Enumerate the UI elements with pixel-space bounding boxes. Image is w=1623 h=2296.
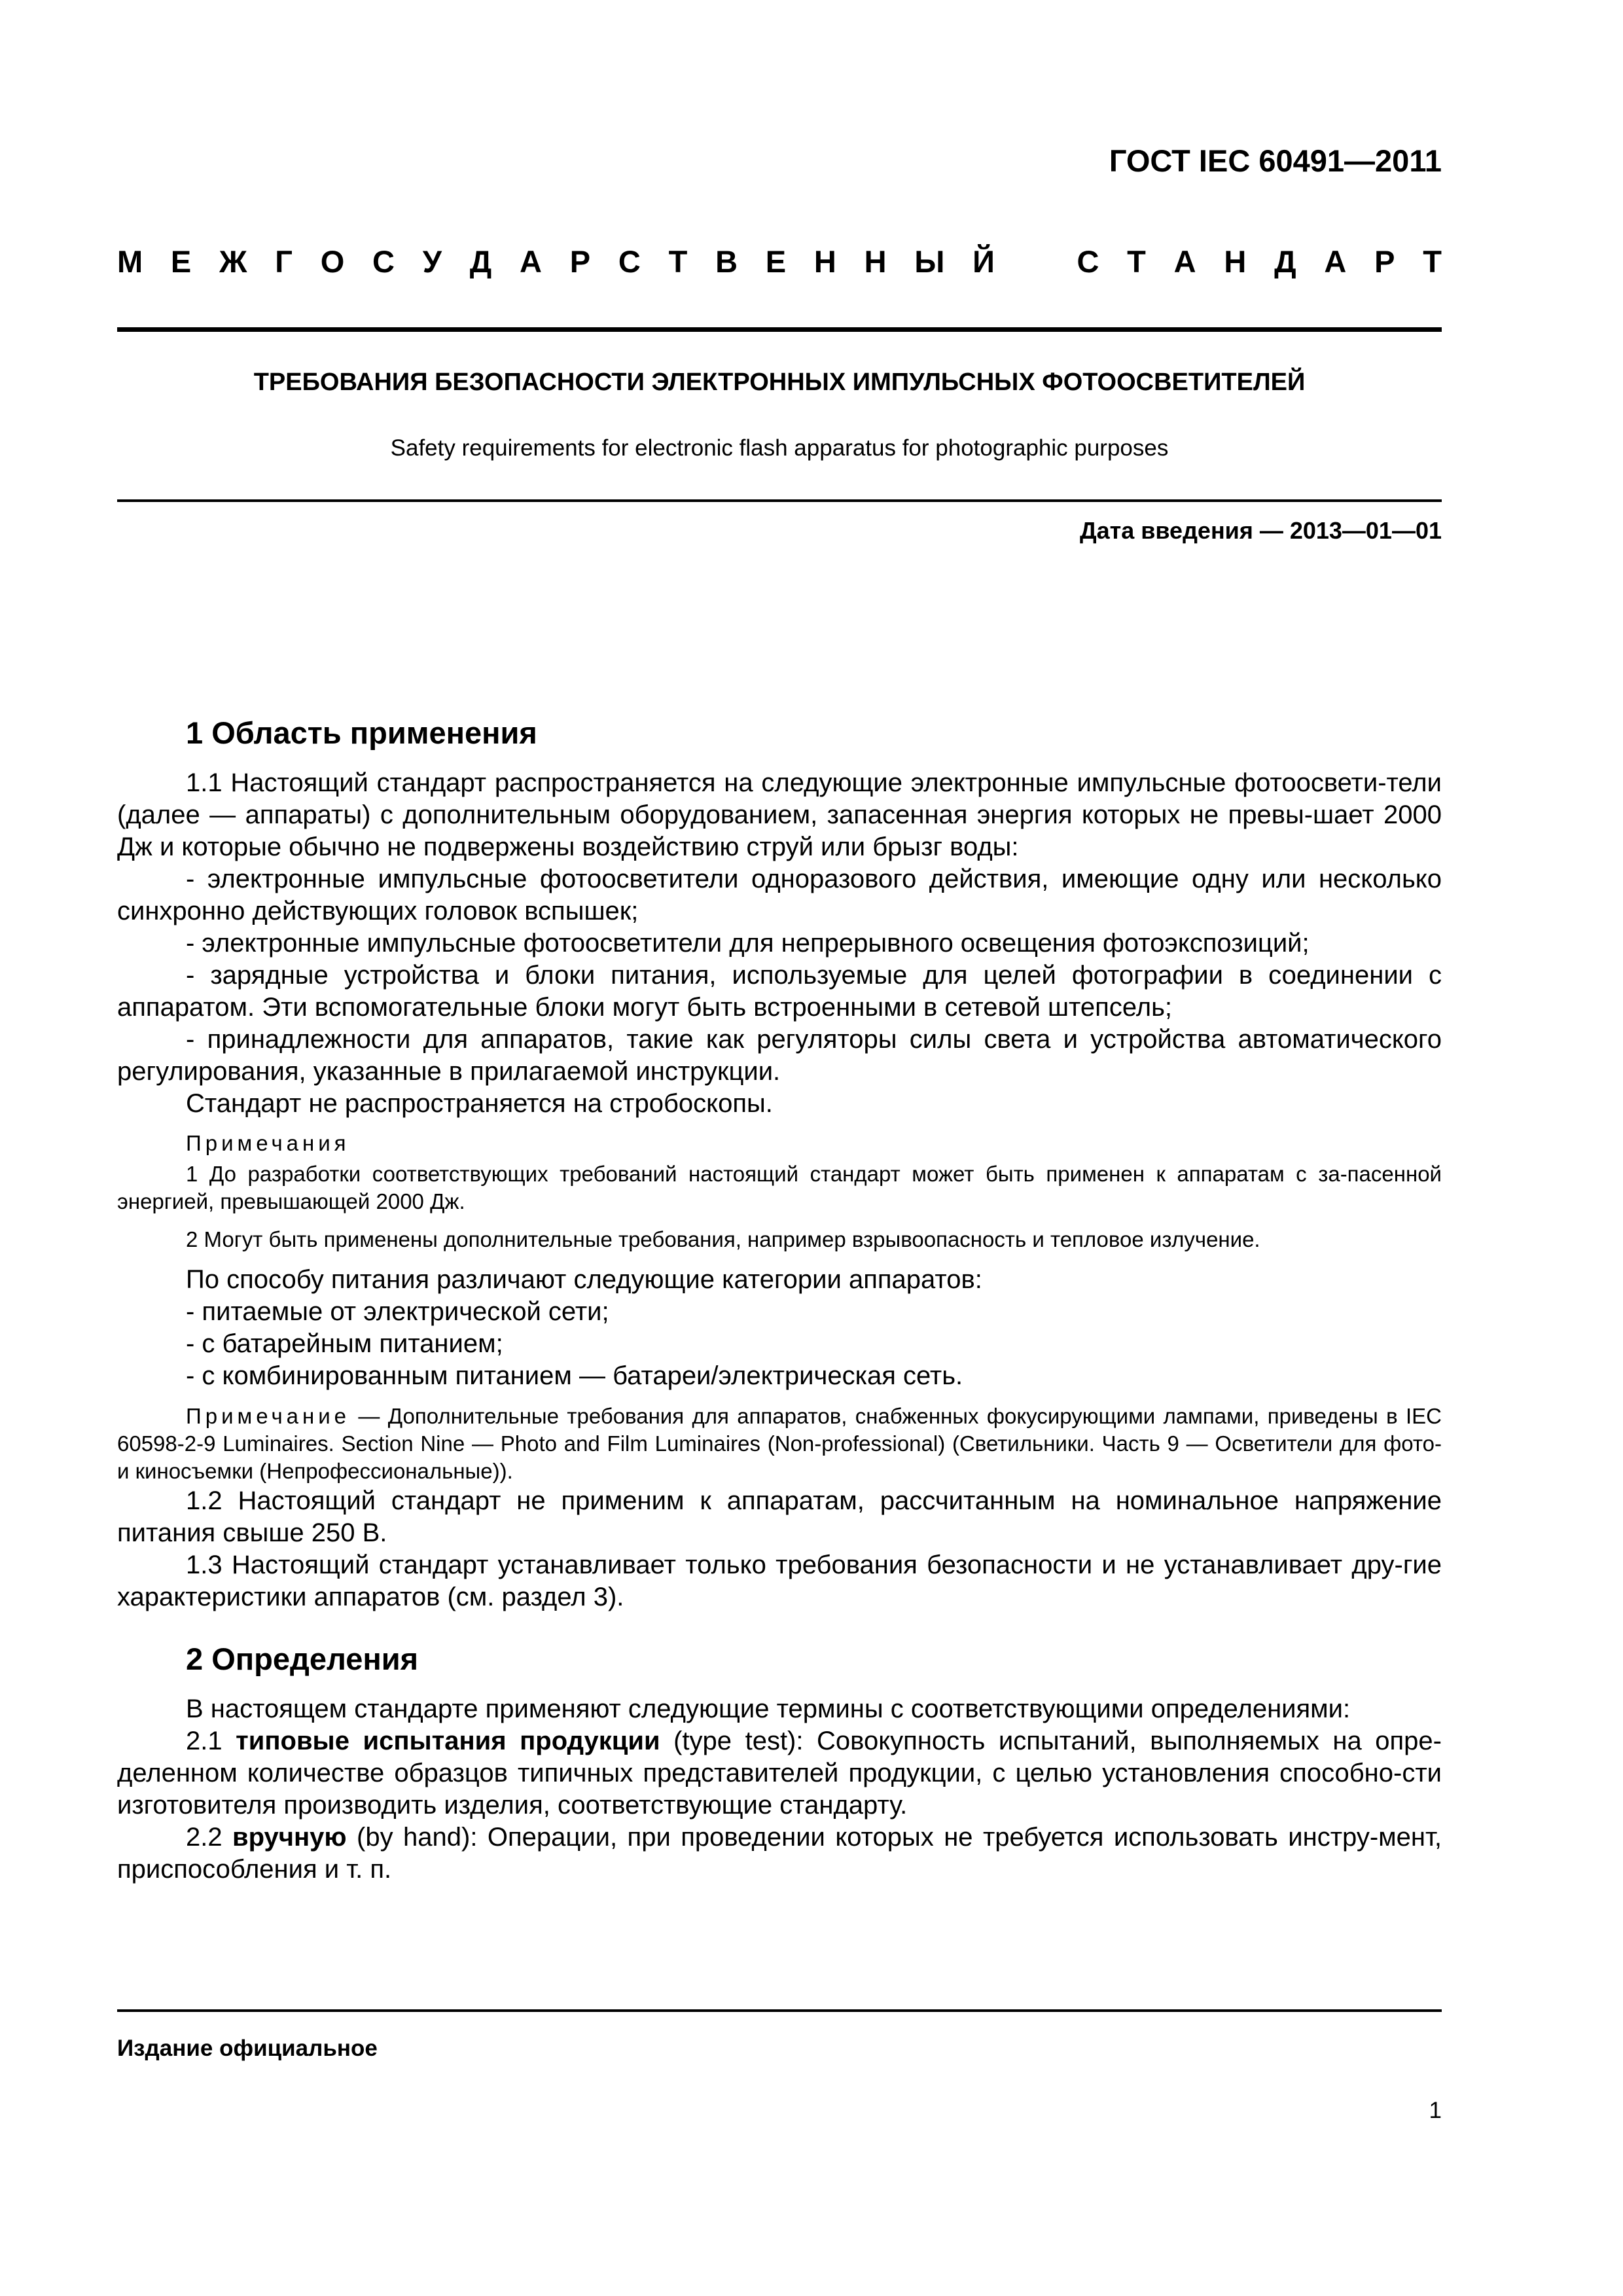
letter: Т — [1423, 244, 1442, 279]
definition-text: (type test): Совокупность испытаний, выполняемых на опре-деленном количестве образцов типичных представителей продукции, с целью установления способно-сти изготовителя производить изделия, соответствующие стандарту. — [117, 1727, 1442, 1820]
letter: М — [117, 244, 143, 279]
word-gap — [1023, 243, 1049, 279]
list-item: - питаемые от электрической сети; — [186, 1297, 609, 1326]
list-item: - зарядные устройства и блоки питания, используемые для целей фотографии в соединении с аппаратом. Эти вспомогательные блоки могут быть встроенными в сетевой штепсель; — [117, 961, 1442, 1022]
definition-number: 2.1 — [186, 1727, 223, 1755]
title-english: Safety requirements for electronic flash apparatus for photographic purposes — [390, 435, 1169, 461]
paragraph: В настоящем стандарте применяют следующие термины с соответствующими определениями: — [186, 1695, 1351, 1723]
letter: С — [372, 244, 395, 279]
definition-term: вручную — [232, 1823, 347, 1852]
note: 1 До разработки соответствующих требований настоящий стандарт может быть применен к аппаратам с за-пасенной энергией, превышающей 2000 Дж. — [117, 1162, 1442, 1213]
letter: У — [422, 244, 442, 279]
letter: Д — [469, 244, 492, 279]
letter: Е — [170, 244, 192, 279]
official-edition-label: Издание официальное — [117, 2036, 378, 2061]
letter: А — [520, 244, 542, 279]
note: 2 Могут быть применены дополнительные требования, например взрывоопасность и тепловое излучение. — [186, 1227, 1260, 1251]
note — [117, 1403, 1442, 1485]
list-item: - электронные импульсные фотоосветители одноразового действия, имеющие одну или несколько синхронно действующих головок вспышек; — [117, 865, 1442, 925]
letter: Н — [1224, 244, 1247, 279]
section-heading: 2 Определения — [186, 1641, 419, 1676]
definition-term: типовые испытания продукции — [236, 1727, 660, 1755]
header-rule — [117, 327, 1442, 332]
letter: Т — [668, 244, 688, 279]
list-item: - с комбинированным питанием — батареи/электрическая сеть. — [186, 1361, 963, 1390]
document-body — [117, 713, 1442, 1886]
definition — [117, 1725, 1442, 1821]
letter: Ж — [219, 244, 247, 279]
note-text: — Дополнительные требования для аппаратов, снабженных фокусирующими лампами, приведены в IEC 60598-2-9 Luminaires. Section Nine — Photo and Film Luminaires (Non-professional) (Светильники. Часть 9 — Осветители для фото- и киносъемки (Непрофессиональные)). — [117, 1404, 1442, 1483]
notes-label: Примечания — [186, 1131, 350, 1155]
letter: О — [320, 244, 345, 279]
letter: Т — [1127, 244, 1146, 279]
section-heading: 1 Область применения — [186, 715, 537, 750]
letter: В — [715, 244, 738, 279]
letter: Р — [1374, 244, 1395, 279]
paragraph: 1.1 Настоящий стандарт распространяется на следующие электронные импульсные фотоосвети-тели (далее — аппараты) с дополнительным оборудованием, запасенная энергия которых не превы-шает 2000 Дж и которые обычно не подвержены воздействию струй или брызг воды: — [117, 768, 1442, 861]
letter: А — [1324, 244, 1347, 279]
letter: Е — [765, 244, 787, 279]
letter: Р — [569, 244, 591, 279]
letter: Д — [1274, 244, 1296, 279]
interstate-standard-heading — [117, 243, 1442, 279]
title-rule — [117, 499, 1442, 502]
paragraph: 1.2 Настоящий стандарт не применим к аппаратам, рассчитанным на номинальное напряжение питания свыше 250 В. — [117, 1486, 1442, 1547]
list-item: - принадлежности для аппаратов, такие как регуляторы силы света и устройства автоматического регулирования, указанные в прилагаемой инструкции. — [117, 1025, 1442, 1086]
paragraph: По способу питания различают следующие категории аппаратов: — [186, 1265, 982, 1294]
note-label: Примечание — [186, 1404, 351, 1428]
definition — [117, 1821, 1442, 1886]
letter: Ы — [914, 244, 945, 279]
definition-text: (by hand): Операции, при проведении которых не требуется использовать инстру-мент, приспособления и т. п. — [117, 1823, 1442, 1884]
paragraph: Стандарт не распространяется на стробоскопы. — [186, 1089, 773, 1118]
letter: Н — [813, 244, 836, 279]
footer-rule — [117, 2009, 1442, 2012]
letter: Г — [275, 244, 293, 279]
standard-designation: ГОСТ IEC 60491—2011 — [1109, 143, 1442, 178]
list-item: - электронные импульсные фотоосветители для непрерывного освещения фотоэкспозиций; — [186, 929, 1310, 958]
letter: С — [1077, 244, 1099, 279]
introduction-date: Дата введения — 2013—01—01 — [1079, 517, 1442, 544]
letter: С — [618, 244, 641, 279]
list-item: - с батарейным питанием; — [186, 1329, 503, 1358]
letter: Й — [972, 244, 995, 279]
paragraph: 1.3 Настоящий стандарт устанавливает только требования безопасности и не устанавливает дру-гие характеристики аппаратов (см. раздел 3). — [117, 1551, 1442, 1611]
title-russian: ТРЕБОВАНИЯ БЕЗОПАСНОСТИ ЭЛЕКТРОННЫХ ИМПУЛЬСНЫХ ФОТООСВЕТИТЕЛЕЙ — [253, 368, 1306, 396]
letter: А — [1173, 244, 1196, 279]
definition-number: 2.2 — [186, 1823, 223, 1852]
letter: Н — [864, 244, 887, 279]
page-number: 1 — [1429, 2098, 1442, 2123]
